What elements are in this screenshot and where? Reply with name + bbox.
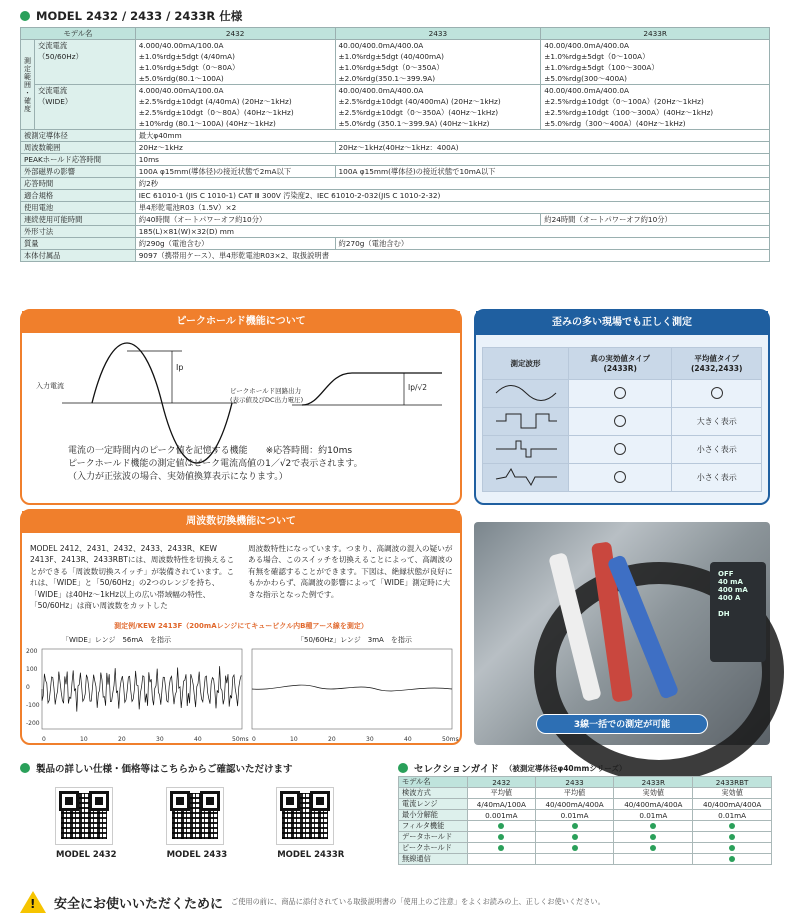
photo-caption: 3線一括での測定が可能 [536,714,708,734]
spec-line: 4.000/40.00mA/100.0A [138,86,224,95]
qr-item-2432[interactable]: MODEL 2432 [56,788,117,860]
spec-line: ±1.0%rdg±5dgt（100～300A） [544,63,659,72]
distortion-table: 測定波形 真の実効値タイプ (2433R) 平均値タイプ (2432,2433) 大きく表示 小さく表示 小さく表示 [482,347,762,492]
qr-code-icon[interactable] [277,788,333,844]
product-heading: 製品の詳しい仕様・価格等はこちらからご確認いただけます [20,761,293,775]
check-dot-icon [729,834,735,840]
check-dot-icon [729,856,735,862]
check-dot-icon [498,834,504,840]
peak-hold-title: ピークホールド機能について [22,311,460,333]
check-dot-icon [729,845,735,851]
spec-line: ±2.5%rdg±10dgt（100～300A）(40Hz～1kHz) [544,108,714,117]
x-tick-label: 0 [42,736,46,743]
table-row: 電流レンジ 4/40mA/100A 40/400mA/400A 40/400mA/400A 40/400mA/400A [399,799,772,810]
qr-list [56,788,344,860]
spec-line: ±10%rdg (80.1～100A) (40Hz～1kHz) [138,119,276,128]
check-dot-icon [498,845,504,851]
check-dot-icon [729,823,735,829]
guide-heading: セレクションガイド （被測定導体径φ40mmシリーズ） [398,761,626,775]
table-row: 検波方式 平均値 平均値 実効値 実効値 [399,788,772,799]
x-tick-label: 20 [328,736,336,743]
ok-mark-icon [614,443,626,455]
spec-line: 40.00/400.0mA/400.0A [544,41,629,50]
freq-switch-title: 周波数切換機能について [22,511,460,533]
check-dot-icon [650,834,656,840]
check-dot-icon [650,823,656,829]
x-tick-label: 10 [290,736,298,743]
spec-line: ±1.0%rdg±5dgt（0～100A） [544,52,650,61]
peak-hold-text: 電流の一定時間内のピーク値を記憶する機能 ※応答時間：約10ms ピークホールド機能の測定値はピーク電流高値の1／√2で表示されます。 （入力が正弦波の場合、実効値換算表示になります。） [68,446,363,482]
clamp-meter-photo [474,522,770,745]
ok-mark-icon [614,387,626,399]
bullet-icon [398,763,408,773]
spec-line: ±5.0%rdg (350.1～399.9A) (40Hz～1kHz) [338,119,490,128]
spec-line: 40.00/400.0mA/400.0A [544,86,629,95]
ok-mark-icon [614,415,626,427]
sine-wave-icon [491,383,561,403]
spec-line: 40.00/400.0mA/400.0A [338,86,424,95]
bullet-icon [20,763,30,773]
waveform-plots [26,645,459,743]
qr-item-2433r[interactable]: MODEL 2433R [277,788,344,860]
ok-mark-icon [614,471,626,483]
distortion-title: 歪みの多い現場でも正しく測定 [476,311,768,335]
section-title: MODEL 2432 / 2433 / 2433R 仕様 [20,8,242,24]
x-tick-label: 20 [118,736,126,743]
lcd-labels: OFF 40 mA 400 mA 400 A DH [718,570,748,618]
qr-item-2433[interactable]: MODEL 2433 [167,788,228,860]
y-tick-label: 200 [26,648,38,655]
square-wave-icon [491,411,561,431]
x-tick-label: 50ms [442,736,459,743]
x-tick-label: 30 [156,736,164,743]
check-dot-icon [498,823,504,829]
table-row: フィルタ機能 [399,821,772,832]
spec-line: ±2.5%rdg±10dgt（0～350A）(40Hz～1kHz) [338,108,499,117]
x-tick-label: 40 [194,736,202,743]
bullet-icon [20,11,30,21]
spec-line: ±2.5%rdg±10dgt（0～100A）(20Hz～1kHz) [544,97,704,106]
x-tick-label: 40 [404,736,412,743]
spec-line: ±5.0%rdg(300～400A) [544,74,627,83]
table-row: ピークホールド [399,843,772,854]
spec-line: ±2.5%rdg±10dgt (40/400mA) (20Hz～1kHz) [338,97,501,106]
selection-guide-table: モデル名 2432 2433 2433R 2433RBT 検波方式 平均値 平均値 実効値 実効値 電流レンジ 4/40mA/100A 40/400mA/400A 40/400mA/400A 40/400mA/400A 最小分解能 0.001mA 0.01mA 0.01mA 0.01mA フィルタ機能 データホールド ピークホールド 無線通信 [398,776,772,865]
spec-line: ±1.0%rdg±5dgt (4/40mA) [138,52,235,61]
check-dot-icon [572,823,578,829]
spec-table: モデル名 2432 2433 2433R 測 定 範 囲 ・ 確 度 交流電流 （50/60Hz） 4.000/40.00mA/100.0A ±1.0%rdg±5dgt (4/40mA) ±1.0%rdg±5dgt（0～80A） ±5.0%rdg(80.1～100A) 40.00/400.0mA/400.0A ±1.0%rdg±5dgt (40/400mA) ±1.0%rdg±5dgt（0～350A） ±2.0%rdg(350.1～399.9A) 40.00/400.0mA/400.0A ±1.0%rdg±5dgt（0～100A） ±1.0%rdg±5dgt（100～300A） ±5.0%rdg(300～400A) 交流電流 （WIDE） 4.000/40.00mA/100.0A ±2.5%rdg±10dgt (4/40mA) (20Hz～1kHz) ±2.5%rdg±10dgt（0～80A）(40Hz～1kHz) ±10%rdg (80.1～100A) (40Hz～1kHz) 40.00/400.0mA/400.0A ±2.5%rdg±10dgt (40/400mA) (20Hz～1kHz) ±2.5%rdg±10dgt（0～350A）(40Hz～1kHz) ±5.0%rdg (350.1～399.9A) (40Hz～1kHz) 40.00/400.0mA/400.0A ±2.5%rdg±10dgt（0～100A）(20Hz～1kHz) ±2.5%rdg±10dgt（100～300A）(40Hz～1kHz) ±5.0%rdg（300～400A）(40Hz～1kHz) 被測定導体径 最大φ40mm 周波数範囲 20Hz～1kHz 20Hz～1kHz(40Hz～1kHz：400A) PEAKホールド応答時間 10ms 外部磁界の影響 100A φ15mm(導体径)の接近状態で2mA以下 100A φ15mm(導体径)の接近状態で10mA以下 応答時間 約2秒 適合規格 IEC 61010-1 (JIS C 1010-1) CAT Ⅲ 300V 汚染度2、IEC 61010-2-032(JIS C 1010-2-32) 使用電池 単4形乾電池R03（1.5V）×2 連続使用可能時間 約40時間（オートパワーオフ約10分） 約24時間（オートパワーオフ約10分） 外形寸法 185(L)×81(W)×32(D) mm 質量 約290g（電池含む） 約270g（電池含む） 本体付属品 9097（携帯用ケース）、単4形乾電池R03×2、取扱説明書 [20,27,770,262]
range-vertical-label: 測 定 範 囲 ・ 確 度 [21,40,35,130]
spec-line: ±5.0%rdg(80.1～100A) [138,74,224,83]
spec-line: ±5.0%rdg（300～400A）(40Hz～1kHz) [544,119,686,128]
spec-line: ±2.5%rdg±10dgt（0～80A）(40Hz～1kHz) [138,108,294,117]
spec-line: ±2.0%rdg(350.1～399.9A) [338,74,436,83]
table-row: データホールド [399,832,772,843]
y-tick-label: -100 [26,702,40,709]
table-row: 最小分解能 0.001mA 0.01mA 0.01mA 0.01mA [399,810,772,821]
y-tick-label: -200 [26,720,40,727]
pulse-wave-icon [491,439,561,459]
spec-line: ±1.0%rdg±5dgt（0～350A） [338,63,444,72]
check-dot-icon [572,845,578,851]
peak-hold-panel: ピークホールド機能について Ip 入力電流 ピークホールド回路出力 (表示値及びDC出力電圧) Ip/√2 電流の一定時間内のピーク値を記憶する機能 ※応答時間：約10ms ピークホールド機能の測定値はピーク電流高値の1／√2で表示されます。 （入力が正弦波の場合、実効値換算表示になります。） [20,309,462,505]
hdr-model: モデル名 [21,28,136,40]
spec-line: ±1.0%rdg±5dgt（0～80A） [138,63,240,72]
ok-mark-icon [711,387,723,399]
table-row: 無線通信 [399,854,772,865]
x-tick-label: 0 [252,736,256,743]
qr-code-icon[interactable] [56,788,112,844]
safety-bar: ! 安全にお使いいただくために ご使用の前に、商品に添付されている取扱説明書の「使用上のご注意」をよくお読みの上、正しくお使いください。 [20,888,772,916]
qr-code-icon[interactable] [167,788,223,844]
x-tick-label: 50ms [232,736,249,743]
check-dot-icon [572,834,578,840]
warning-icon: ! [20,891,46,913]
y-tick-label: 100 [26,666,38,673]
y-tick-label: 0 [26,684,30,691]
spec-line: 40.00/400.0mA/400.0A [338,41,424,50]
x-tick-label: 10 [80,736,88,743]
distortion-panel [474,309,770,505]
spec-line: 4.000/40.00mA/100.0A [138,41,224,50]
check-dot-icon [650,845,656,851]
spike-wave-icon [491,467,561,487]
spec-line: ±1.0%rdg±5dgt (40/400mA) [338,52,444,61]
x-tick-label: 30 [366,736,374,743]
freq-switch-panel: 周波数切換機能について MODEL 2412、2431、2432、2433、2433R、KEW 2413F、2413R、2433RBTには、周波数特性を切換えることができる「周波数切換スイッチ」が装備されています。これは、「WIDE」と「50/60Hz」の2つのレンジを持ち、「WIDE」は40Hz～1kHz以上の広い帯域幅の特性、「50/60Hz」は商い周波数をカットした 周波数特性になっています。つまり、高調波の混入の疑いがある場合、このスイッチを切換えることによって、高調波の有無を確認することができます。下図は、絶縁状態が良好にもかかわらず、高調波の影響によって「WIDE」測定時に大きな指示となった例です。 測定例/KEW 2413F（200mAレンジにてキュービクル内B種アース線を測定） 「WIDE」レンジ 56mA を指示 「50/60Hz」レンジ 3mA を指示 200 100 0 -100 -200 0 10 20 30 40 50ms 0 10 20 30 40 50ms [20,509,462,745]
spec-line: ±2.5%rdg±10dgt (4/40mA) (20Hz～1kHz) [138,97,292,106]
